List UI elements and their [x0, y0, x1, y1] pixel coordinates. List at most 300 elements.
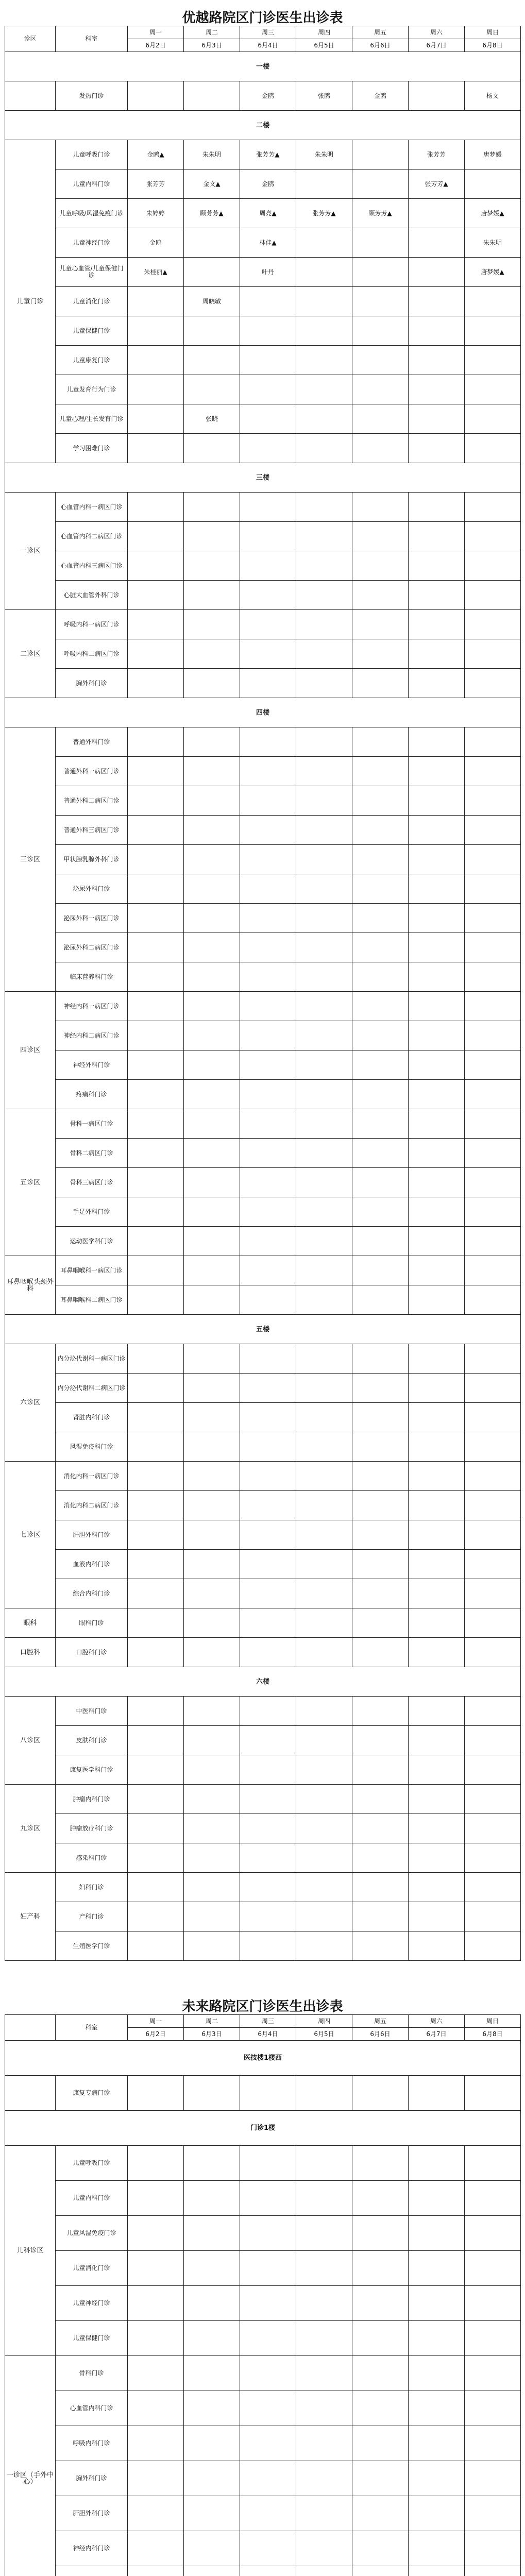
doctor-cell: [465, 1520, 521, 1550]
header-weekday: 周一: [128, 26, 184, 39]
doctor-cell: 金鸥▲: [128, 140, 184, 170]
doctor-cell: [352, 610, 409, 639]
floor-label: 六楼: [5, 1667, 521, 1697]
doctor-cell: [352, 786, 409, 816]
dept-label: 儿童内科门诊: [56, 170, 128, 199]
doctor-cell: [184, 2496, 240, 2531]
doctor-cell: [409, 375, 465, 404]
doctor-cell: [352, 2286, 409, 2321]
header-date: 6月3日: [184, 39, 240, 52]
doctor-cell: [409, 1755, 465, 1785]
area-label: 四诊区: [5, 992, 56, 1109]
doctor-cell: [296, 493, 352, 522]
doctor-cell: [184, 1726, 240, 1755]
header-area: [5, 2015, 56, 2041]
doctor-cell: [465, 1785, 521, 1814]
dept-label: 儿童消化门诊: [56, 2251, 128, 2286]
doctor-cell: [296, 287, 352, 316]
dept-label: 运动医学科门诊: [56, 1227, 128, 1256]
table-row: [5, 1608, 521, 1638]
doctor-cell: [409, 287, 465, 316]
dept-label: 肿瘤放疗科门诊: [56, 1814, 128, 1843]
doctor-cell: [184, 2391, 240, 2426]
doctor-cell: [240, 1579, 296, 1608]
doctor-cell: [296, 170, 352, 199]
doctor-cell: [409, 1491, 465, 1520]
dept-label: 肿瘤内科门诊: [56, 1785, 128, 1814]
table-row: [5, 140, 521, 170]
table-row: [5, 375, 521, 404]
doctor-cell: [296, 316, 352, 346]
doctor-cell: [465, 1374, 521, 1403]
doctor-cell: [465, 2426, 521, 2461]
doctor-cell: [128, 1755, 184, 1785]
doctor-cell: [409, 2496, 465, 2531]
doctor-cell: [352, 639, 409, 669]
doctor-cell: [240, 1843, 296, 1873]
doctor-cell: [128, 2251, 184, 2286]
table-row: [5, 170, 521, 199]
dept-label: 心血管内科三病区门诊: [56, 551, 128, 581]
doctor-cell: [128, 2321, 184, 2356]
doctor-cell: [409, 2181, 465, 2216]
table-row: [5, 258, 521, 287]
doctor-cell: [184, 1168, 240, 1197]
doctor-cell: [409, 1168, 465, 1197]
dept-label: 产科门诊: [56, 1902, 128, 1931]
table-row: [5, 2216, 521, 2251]
doctor-cell: [352, 1520, 409, 1550]
doctor-cell: [465, 581, 521, 610]
doctor-cell: [240, 1785, 296, 1814]
table-row: [5, 2286, 521, 2321]
doctor-cell: [128, 551, 184, 581]
doctor-cell: [465, 404, 521, 434]
doctor-cell: [465, 639, 521, 669]
header-area: 诊区: [5, 26, 56, 52]
doctor-cell: [128, 1080, 184, 1109]
doctor-cell: [409, 2391, 465, 2426]
doctor-cell: [409, 1902, 465, 1931]
doctor-cell: [240, 1432, 296, 1462]
doctor-cell: [296, 639, 352, 669]
doctor-cell: 杨文: [465, 81, 521, 111]
doctor-cell: [352, 1109, 409, 1139]
doctor-cell: [465, 727, 521, 757]
doctor-cell: [184, 1814, 240, 1843]
doctor-cell: [184, 316, 240, 346]
doctor-cell: [184, 1021, 240, 1050]
doctor-cell: [465, 669, 521, 698]
doctor-cell: [240, 287, 296, 316]
doctor-cell: [184, 1491, 240, 1520]
doctor-cell: [296, 610, 352, 639]
doctor-cell: [240, 1608, 296, 1638]
doctor-cell: [352, 2216, 409, 2251]
doctor-cell: [352, 1550, 409, 1579]
area-label: 一诊区（手外中心）: [5, 2356, 56, 2576]
doctor-cell: [352, 2181, 409, 2216]
doctor-cell: [184, 1109, 240, 1139]
doctor-cell: [240, 786, 296, 816]
doctor-cell: [296, 2181, 352, 2216]
doctor-cell: [128, 639, 184, 669]
doctor-cell: [296, 2216, 352, 2251]
header-date: 6月8日: [465, 2028, 521, 2041]
dept-label: 心脏大血管外科门诊: [56, 581, 128, 610]
doctor-cell: [352, 1638, 409, 1667]
doctor-cell: [296, 522, 352, 551]
doctor-cell: [352, 1374, 409, 1403]
doctor-cell: [409, 581, 465, 610]
table-row: [5, 522, 521, 551]
doctor-cell: [296, 1403, 352, 1432]
doctor-cell: [184, 1374, 240, 1403]
doctor-cell: [184, 228, 240, 258]
area-label: 口腔科: [5, 1638, 56, 1667]
dept-label: 皮肤科门诊: [56, 1726, 128, 1755]
doctor-cell: [128, 1021, 184, 1050]
doctor-cell: [296, 904, 352, 933]
doctor-cell: [296, 816, 352, 845]
doctor-cell: [296, 404, 352, 434]
doctor-cell: [184, 962, 240, 992]
doctor-cell: [352, 581, 409, 610]
table-row: [5, 199, 521, 228]
dept-label: 神经内科二病区门诊: [56, 1021, 128, 1050]
doctor-cell: [296, 2146, 352, 2181]
doctor-cell: [296, 1755, 352, 1785]
table-row: [5, 2356, 521, 2391]
dept-label: 神经内科一病区门诊: [56, 992, 128, 1021]
table-row: [5, 81, 521, 111]
doctor-cell: [184, 2321, 240, 2356]
doctor-cell: [296, 551, 352, 581]
header-date: 6月4日: [240, 2028, 296, 2041]
doctor-cell: [240, 610, 296, 639]
doctor-cell: [184, 1608, 240, 1638]
doctor-cell: [465, 170, 521, 199]
area-label: 七诊区: [5, 1462, 56, 1608]
doctor-cell: [409, 1109, 465, 1139]
doctor-cell: [352, 1873, 409, 1902]
doctor-cell: [352, 2391, 409, 2426]
dept-label: 发热门诊: [56, 81, 128, 111]
header-row: [5, 2015, 521, 2028]
doctor-cell: [240, 375, 296, 404]
doctor-cell: [240, 1638, 296, 1667]
area-label: 八诊区: [5, 1697, 56, 1785]
doctor-cell: [352, 228, 409, 258]
doctor-cell: [128, 933, 184, 962]
doctor-cell: [465, 2391, 521, 2426]
dept-label: 儿童呼吸/风湿免疫门诊: [56, 199, 128, 228]
doctor-cell: [296, 874, 352, 904]
doctor-cell: [184, 346, 240, 375]
doctor-cell: [352, 1344, 409, 1374]
header-date: 6月2日: [128, 2028, 184, 2041]
table-row: [5, 1520, 521, 1550]
doctor-cell: [128, 816, 184, 845]
dept-label: 临床营养科门诊: [56, 962, 128, 992]
doctor-cell: [465, 1697, 521, 1726]
doctor-cell: 张芳芳▲: [240, 140, 296, 170]
doctor-cell: [128, 2391, 184, 2426]
table-row: [5, 992, 521, 1021]
doctor-cell: [409, 1608, 465, 1638]
doctor-cell: [184, 1638, 240, 1667]
dept-label: 呼吸内科一病区门诊: [56, 610, 128, 639]
table-row: [5, 1785, 521, 1814]
dept-label: 儿童保健门诊: [56, 2321, 128, 2356]
dept-label: 神经外科门诊: [56, 1050, 128, 1080]
doctor-cell: [184, 1197, 240, 1227]
table-row: [5, 962, 521, 992]
doctor-cell: 周晓敏: [184, 287, 240, 316]
doctor-cell: [240, 1197, 296, 1227]
doctor-cell: [296, 258, 352, 287]
doctor-cell: [296, 1579, 352, 1608]
doctor-cell: [184, 434, 240, 463]
doctor-cell: [240, 727, 296, 757]
doctor-cell: [465, 1139, 521, 1168]
doctor-cell: [296, 2461, 352, 2496]
doctor-cell: [352, 1491, 409, 1520]
doctor-cell: [352, 962, 409, 992]
doctor-cell: [184, 1873, 240, 1902]
doctor-cell: [296, 1256, 352, 1285]
table-row: [5, 1403, 521, 1432]
doctor-cell: [352, 2566, 409, 2576]
doctor-cell: [128, 1873, 184, 1902]
doctor-cell: [240, 933, 296, 962]
doctor-cell: [240, 434, 296, 463]
doctor-cell: [128, 2531, 184, 2566]
table-row: [5, 1168, 521, 1197]
doctor-cell: [240, 845, 296, 874]
doctor-cell: [184, 1139, 240, 1168]
table-row: [5, 669, 521, 698]
doctor-cell: [465, 1197, 521, 1227]
doctor-cell: [465, 2251, 521, 2286]
doctor-cell: [352, 933, 409, 962]
doctor-cell: [240, 992, 296, 1021]
table-row: [5, 493, 521, 522]
table-row: [5, 904, 521, 933]
doctor-cell: [409, 522, 465, 551]
table-row: [5, 2146, 521, 2181]
doctor-cell: [352, 1579, 409, 1608]
dept-label: 中医科门诊: [56, 1697, 128, 1726]
doctor-cell: [296, 434, 352, 463]
dept-label: 儿童心理/生长发育门诊: [56, 404, 128, 434]
doctor-cell: [465, 1462, 521, 1491]
doctor-cell: [128, 2076, 184, 2111]
doctor-cell: [184, 1843, 240, 1873]
doctor-cell: [352, 1697, 409, 1726]
area-label: [5, 81, 56, 111]
doctor-cell: [240, 2356, 296, 2391]
doctor-cell: [296, 1931, 352, 1961]
area-label: [5, 2076, 56, 2111]
doctor-cell: [352, 904, 409, 933]
table-row: [5, 1256, 521, 1285]
header-date: 6月7日: [409, 2028, 465, 2041]
doctor-cell: [184, 2356, 240, 2391]
area-label: 三诊区: [5, 727, 56, 992]
doctor-cell: [184, 757, 240, 786]
floor-row: [5, 1667, 521, 1697]
doctor-cell: [128, 1814, 184, 1843]
floor-label: 医技楼1楼西: [5, 2041, 521, 2076]
doctor-cell: [296, 2251, 352, 2286]
header-weekday: 周日: [465, 2015, 521, 2028]
doctor-cell: [465, 816, 521, 845]
doctor-cell: [184, 2251, 240, 2286]
table-row: [5, 1579, 521, 1608]
doctor-cell: [465, 1550, 521, 1579]
doctor-cell: [296, 581, 352, 610]
doctor-cell: [296, 786, 352, 816]
doctor-cell: 张晓: [184, 404, 240, 434]
doctor-cell: [465, 1227, 521, 1256]
dept-label: 骨科门诊: [56, 2356, 128, 2391]
doctor-cell: [409, 1080, 465, 1109]
doctor-cell: 张芳芳▲: [409, 170, 465, 199]
doctor-cell: [128, 1931, 184, 1961]
doctor-cell: [184, 375, 240, 404]
doctor-cell: [296, 1520, 352, 1550]
doctor-cell: [409, 992, 465, 1021]
doctor-cell: [296, 2321, 352, 2356]
doctor-cell: [128, 1344, 184, 1374]
doctor-cell: [465, 2531, 521, 2566]
doctor-cell: [352, 2531, 409, 2566]
doctor-cell: [465, 1168, 521, 1197]
table-row: [5, 228, 521, 258]
area-label: 妇产科: [5, 1873, 56, 1961]
header-weekday: 周六: [409, 26, 465, 39]
doctor-cell: [128, 992, 184, 1021]
header-row: [5, 26, 521, 39]
doctor-cell: 朱朱明: [465, 228, 521, 258]
doctor-cell: [465, 1726, 521, 1755]
floor-row: [5, 1315, 521, 1344]
doctor-cell: [409, 1697, 465, 1726]
doctor-cell: [352, 1168, 409, 1197]
doctor-cell: [128, 1520, 184, 1550]
dept-label: 胸外科门诊: [56, 669, 128, 698]
doctor-cell: [240, 1403, 296, 1432]
doctor-cell: [240, 1931, 296, 1961]
doctor-cell: [240, 816, 296, 845]
table-row: [5, 1873, 521, 1902]
doctor-cell: [240, 1256, 296, 1285]
doctor-cell: [296, 669, 352, 698]
doctor-cell: [128, 1227, 184, 1256]
doctor-cell: [240, 1726, 296, 1755]
doctor-cell: [465, 1256, 521, 1285]
doctor-cell: [184, 2146, 240, 2181]
doctor-cell: [184, 1785, 240, 1814]
doctor-cell: [128, 1550, 184, 1579]
doctor-cell: [128, 669, 184, 698]
doctor-cell: [352, 170, 409, 199]
doctor-cell: [296, 727, 352, 757]
floor-row: [5, 52, 521, 81]
doctor-cell: [465, 874, 521, 904]
doctor-cell: [128, 1109, 184, 1139]
doctor-cell: [465, 1638, 521, 1667]
doctor-cell: [240, 2566, 296, 2576]
doctor-cell: [409, 2356, 465, 2391]
doctor-cell: [409, 228, 465, 258]
table-row: [5, 2566, 521, 2576]
doctor-cell: [240, 1697, 296, 1726]
dept-label: 泌尿外科一病区门诊: [56, 904, 128, 933]
doctor-cell: [465, 786, 521, 816]
doctor-cell: [128, 2146, 184, 2181]
dept-label: 泌尿外科门诊: [56, 874, 128, 904]
table-row: [5, 1285, 521, 1315]
area-label: 儿童门诊: [5, 140, 56, 463]
doctor-cell: [296, 1197, 352, 1227]
dept-label: 儿童心血管/儿童保健门诊: [56, 258, 128, 287]
doctor-cell: [352, 1403, 409, 1432]
doctor-cell: [352, 1814, 409, 1843]
header-weekday: 周二: [184, 2015, 240, 2028]
doctor-cell: [128, 1050, 184, 1080]
doctor-cell: [296, 2286, 352, 2321]
doctor-cell: [465, 287, 521, 316]
doctor-cell: [184, 904, 240, 933]
doctor-cell: [352, 1139, 409, 1168]
table-row: [5, 2461, 521, 2496]
doctor-cell: [409, 933, 465, 962]
floor-label: 四楼: [5, 698, 521, 727]
table-row: [5, 1197, 521, 1227]
dept-label: 康复医学科门诊: [56, 1755, 128, 1785]
doctor-cell: [184, 1227, 240, 1256]
doctor-cell: [409, 2321, 465, 2356]
floor-row: [5, 698, 521, 727]
doctor-cell: [296, 1050, 352, 1080]
doctor-cell: [184, 1579, 240, 1608]
doctor-cell: [465, 610, 521, 639]
doctor-cell: [409, 845, 465, 874]
doctor-cell: [296, 1638, 352, 1667]
doctor-cell: [352, 1902, 409, 1931]
doctor-cell: [128, 904, 184, 933]
dept-label: 手足外科门诊: [56, 1197, 128, 1227]
doctor-cell: [352, 140, 409, 170]
doctor-cell: [296, 1109, 352, 1139]
dept-label: 儿童神经门诊: [56, 2286, 128, 2321]
doctor-cell: [352, 1021, 409, 1050]
header-date: 6月6日: [352, 39, 409, 52]
doctor-cell: [409, 639, 465, 669]
doctor-cell: [409, 2461, 465, 2496]
table-row: [5, 1021, 521, 1050]
doctor-cell: [352, 434, 409, 463]
doctor-cell: 林佳▲: [240, 228, 296, 258]
floor-label: 三楼: [5, 463, 521, 493]
doctor-cell: [296, 1814, 352, 1843]
doctor-cell: [409, 2566, 465, 2576]
header-weekday: 周三: [240, 2015, 296, 2028]
doctor-cell: [465, 434, 521, 463]
dept-label: 肝胆外科门诊: [56, 1520, 128, 1550]
